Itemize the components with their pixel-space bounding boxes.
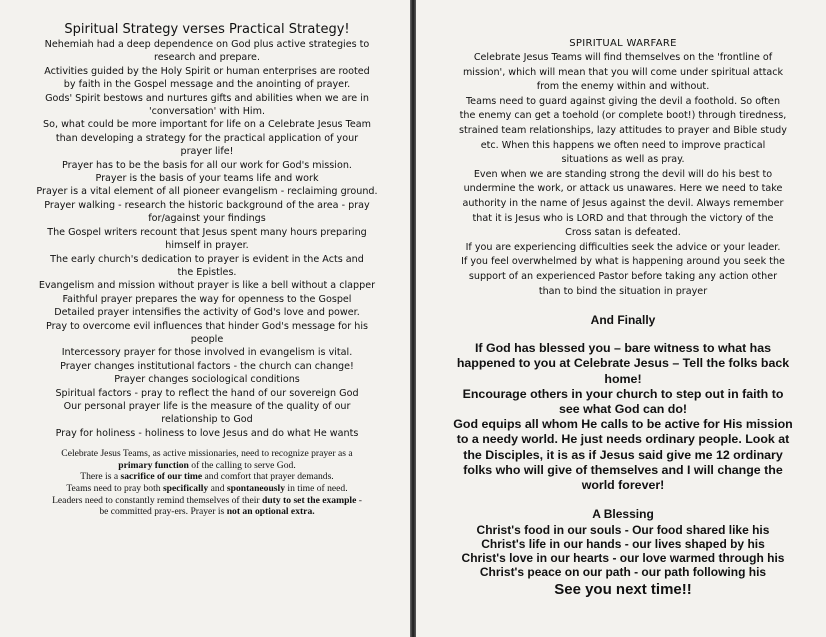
body-line: the Epistles.: [177, 266, 237, 278]
summary-emphasis: sacrifice of our time: [120, 471, 203, 483]
body-line: Intercessory prayer for those involved in evangelism is vital.: [61, 347, 353, 359]
summary-emphasis: spontaneously: [226, 482, 286, 494]
body-line: Activities guided by the Holy Spirit or human enterprises are rooted: [44, 65, 370, 77]
body-line: for/against your findings: [148, 213, 266, 225]
body-line: etc. When this happens we often need to improve practical: [480, 139, 766, 151]
finally-line: Encourage others in your church to step out in faith to: [462, 386, 784, 401]
body-line: mission', which will mean that you will come under spiritual attack: [462, 66, 784, 78]
summary-emphasis: duty to set the example: [262, 494, 357, 506]
finally-line: happened to you at Celebrate Jesus – Tell the folks back: [456, 356, 790, 371]
blessing-line: Christ's food in our souls - Our food shared like his: [476, 523, 770, 538]
body-line: Prayer is the basis of your teams life and work: [95, 173, 319, 185]
body-line: the enemy can get a toehold (or complete boot!) through tiredness,: [459, 110, 787, 122]
blessing-body: [438, 523, 808, 579]
body-line: 'conversation' with Him.: [148, 106, 265, 118]
body-line: Pray to overcome evil influences that hinder God's message for his: [45, 320, 369, 332]
body-line: Our personal prayer life is the measure of the quality of our: [63, 400, 351, 412]
body-line: Celebrate Jesus Teams will find themselves on the 'frontline of: [473, 52, 773, 63]
blessing-title: A Blessing: [592, 507, 654, 522]
finally-line: world forever!: [581, 477, 665, 492]
finally-line: If God has blessed you – bare witness to what has: [474, 341, 772, 356]
and-finally-title: And Finally: [590, 313, 656, 328]
body-line: by faith in the Gospel message and the anointing of prayer.: [63, 79, 351, 91]
body-line: undermine the work, or attack us unawares. Here we need to take: [463, 183, 783, 195]
body-line: Pray for holiness - holiness to love Jesus and do what He wants: [55, 427, 359, 439]
body-line: situations as well as pray.: [561, 154, 685, 166]
body-line: Prayer has to be the basis for all our work for God's mission.: [62, 159, 352, 171]
finally-line: home!: [604, 371, 642, 386]
summary-text: of the calling to serve God.: [188, 459, 296, 471]
body-line: research and prepare.: [153, 52, 261, 64]
summary-line: [20, 471, 394, 483]
summary-line: [20, 483, 394, 495]
body-line: Faithful prayer prepares the way for openness to the Gospel: [62, 293, 352, 305]
summary-emphasis: not an optional extra.: [226, 506, 315, 518]
prayer-summary: [20, 448, 394, 518]
finally-line: the Disciples, it is as if Jesus said give me 12 ordinary: [463, 447, 783, 462]
body-line: The early church's dedication to prayer is evident in the Acts and: [50, 253, 364, 265]
summary-emphasis: specifically: [162, 482, 209, 494]
blessing-line: Christ's love in our hearts - our love warmed through his: [461, 551, 785, 566]
body-line: Spiritual factors - pray to reflect the hand of our sovereign God: [55, 387, 359, 399]
summary-line: [20, 460, 394, 472]
body-line: Prayer walking - research the historic background of the area - pray: [44, 199, 370, 211]
body-line: from the enemy within and without.: [536, 81, 710, 93]
body-line: strained team relationships, lazy attitudes to prayer and Bible study: [459, 124, 787, 136]
summary-text: in time of need.: [285, 482, 348, 494]
summary-text: be committed pray-ers. Prayer is: [99, 506, 227, 518]
body-line: Prayer changes sociological conditions: [114, 374, 300, 386]
body-line: prayer life!: [180, 146, 234, 158]
body-line: Even when we are standing strong the devil will do his best to: [473, 168, 773, 180]
body-line: If you feel overwhelmed by what is happening around you seek the: [461, 256, 785, 268]
left-body: [20, 38, 394, 440]
blessing-line: Christ's peace on our path - our path following his: [479, 565, 767, 580]
summary-text: -: [356, 494, 362, 506]
body-line: authority in the name of Jesus against the devil. Always remember: [462, 197, 784, 209]
body-line: The Gospel writers recount that Jesus spent many hours preparing: [47, 226, 367, 238]
body-line: Prayer changes institutional factors - the church can change!: [60, 360, 354, 372]
summary-text: Teams need to pray both: [66, 482, 163, 494]
summary-text: and: [208, 482, 227, 494]
finally-line: see what God can do!: [558, 401, 688, 416]
summary-text: and comfort that prayer demands.: [202, 471, 334, 483]
summary-line: [20, 448, 394, 460]
summary-line: [20, 506, 394, 518]
and-finally-body: [438, 341, 808, 493]
body-line: Evangelism and mission without prayer is like a bell without a clapper: [38, 280, 376, 292]
summary-text: Leaders need to constantly remind themselves of their: [52, 494, 262, 506]
left-page: [0, 0, 410, 637]
body-line: than developing a strategy for the practical application of your: [55, 132, 359, 144]
body-line: Teams need to guard against giving the devil a foothold. So often: [465, 95, 781, 107]
finally-line: to a needy world. He just needs ordinary people. Look at: [456, 432, 790, 447]
summary-text: There is a: [80, 471, 121, 483]
left-page-title: Spiritual Strategy verses Practical Strategy!: [64, 22, 350, 37]
body-line: Detailed prayer intensifies the activity of God's love and power.: [54, 307, 360, 319]
body-line: himself in prayer.: [165, 240, 249, 252]
body-line: relationship to God: [161, 414, 253, 426]
closing-line: See you next time!!: [554, 581, 692, 599]
body-line: If you are experiencing difficulties seek the advice or your leader.: [465, 241, 781, 253]
body-line: Gods' Spirit bestows and nurtures gifts and abilities when we are in: [45, 92, 369, 104]
body-line: So, what could be more important for life on a Celebrate Jesus Team: [43, 119, 371, 131]
finally-line: folks who will give of themselves and I will change the: [463, 462, 783, 477]
blessing-line: Christ's life in our hands - our lives shaped by his: [481, 537, 765, 552]
body-line: Prayer is a vital element of all pioneer evangelism - reclaiming ground.: [36, 186, 378, 198]
body-line: support of an experienced Pastor before taking any action other: [468, 270, 778, 282]
body-line: that it is Jesus who is LORD and that through the victory of the: [472, 212, 774, 224]
body-line: people: [190, 333, 224, 345]
finally-line: God equips all whom He calls to be active for His mission: [453, 417, 793, 432]
summary-text: Celebrate Jesus Teams, as active missionaries, need to recognize prayer as a: [61, 448, 353, 460]
body-line: Cross satan is defeated.: [565, 227, 681, 239]
body-line: than to bind the situation in prayer: [538, 285, 708, 297]
summary-line: [20, 495, 394, 507]
body-line: Nehemiah had a deep dependence on God plus active strategies to: [44, 39, 370, 50]
summary-emphasis: primary function: [118, 459, 189, 471]
right-page: [416, 0, 826, 637]
spiritual-warfare-title: SPIRITUAL WARFARE: [569, 38, 677, 49]
right-body: [438, 51, 808, 299]
